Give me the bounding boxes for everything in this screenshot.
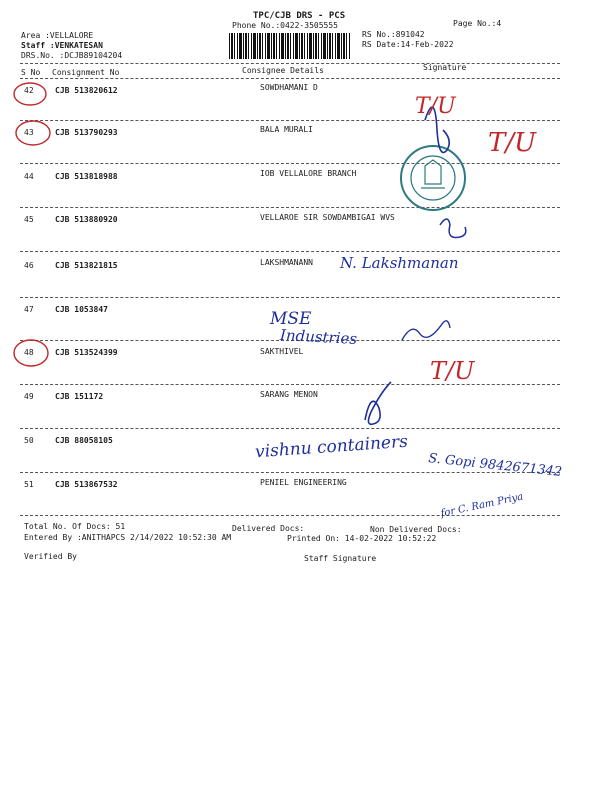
staff-label: Staff :VENKATESAN <box>21 41 103 50</box>
row-divider <box>20 297 560 298</box>
row-sno: 46 <box>24 261 34 270</box>
row-divider <box>20 384 560 385</box>
row-sno: 43 <box>24 128 34 137</box>
row-consignment: CJB 151172 <box>55 392 104 401</box>
row-consignment: CJB 513821815 <box>55 261 118 270</box>
row-sno: 42 <box>24 86 34 95</box>
entered-by: Entered By :ANITHAPCS 2/14/2022 10:52:30 AM <box>24 533 232 542</box>
row-consignee: SOWDHAMANI D <box>260 83 318 92</box>
header-divider-bottom <box>20 78 560 79</box>
col-header-signature: Signature <box>423 63 467 72</box>
handwritten-tu-43: T/U <box>488 128 537 158</box>
row-sno: 45 <box>24 215 34 224</box>
handwritten-vishnu-containers: vishnu containers <box>254 431 409 463</box>
row-sno: 44 <box>24 172 34 181</box>
row-consignee: PENIEL ENGINEERING <box>260 478 347 487</box>
row-consignee: IOB VELLALORE BRANCH <box>260 169 357 178</box>
row-sno: 47 <box>24 305 34 314</box>
row-divider <box>20 120 560 121</box>
row-consignment: CJB 513818988 <box>55 172 118 181</box>
row-divider <box>20 428 560 429</box>
row-sno: 48 <box>24 348 34 357</box>
row-consignment: CJB 513880920 <box>55 215 118 224</box>
row-consignment: CJB 513524399 <box>55 348 118 357</box>
row-divider <box>20 472 560 473</box>
col-header-sno: S No <box>21 68 41 77</box>
non-delivered-docs: Non Delivered Docs: <box>370 525 462 534</box>
signature-scribble-48 <box>402 321 450 340</box>
handwritten-lakshmanan: N. Lakshmanan <box>340 254 459 272</box>
row-sno: 51 <box>24 480 34 489</box>
row-consignment: CJB 513820612 <box>55 86 118 95</box>
staff-signature: Staff Signature <box>304 554 377 563</box>
handwritten-mse: MSE <box>270 309 312 329</box>
col-header-consignment: Consignment No <box>52 68 120 77</box>
handwritten-tu-48: T/U <box>430 357 475 385</box>
signature-scribble-45 <box>440 219 466 238</box>
delivered-docs: Delivered Docs: <box>232 524 305 533</box>
row-consignment: CJB 88058105 <box>55 436 113 445</box>
row-divider <box>20 515 560 516</box>
row-consignee: SARANG MENON <box>260 390 318 399</box>
handwritten-industries: Industries <box>279 325 358 349</box>
rs-date: RS Date:14-Feb-2022 <box>362 40 454 49</box>
row-consignment: CJB 513790293 <box>55 128 118 137</box>
row-sno: 50 <box>24 436 34 445</box>
handwritten-phone-note: S. Gopi 9842671342 <box>427 451 563 480</box>
row-divider <box>20 207 560 208</box>
row-divider <box>20 163 560 164</box>
rs-number: RS No.:891042 <box>362 30 425 39</box>
barcode <box>229 33 351 59</box>
row-consignee: BALA MURALI <box>260 125 313 134</box>
col-header-consignee: Consignee Details <box>242 66 324 75</box>
printed-on: Printed On: 14-02-2022 10:52:22 <box>287 534 437 543</box>
row-sno: 49 <box>24 392 34 401</box>
row-consignee: VELLAROE SIR SOWDAMBIGAI WVS <box>260 213 395 222</box>
verified-by: Verified By <box>24 552 77 561</box>
page-number: Page No.:4 <box>453 19 502 28</box>
area-label: Area :VELLALORE <box>21 31 94 40</box>
handwritten-rampriya: for C. Ram Priya <box>439 491 525 520</box>
row-consignment: CJB 1053847 <box>55 305 108 314</box>
row-consignee: SAKTHIVEL <box>260 347 304 356</box>
phone-number: Phone No.:0422-3505555 <box>232 21 338 30</box>
handwritten-tu-42: T/U <box>415 94 456 119</box>
row-consignment: CJB 513867532 <box>55 480 118 489</box>
bank-stamp <box>401 146 465 210</box>
row-divider <box>20 251 560 252</box>
row-consignee: LAKSHMANANN <box>260 258 313 267</box>
total-docs: Total No. Of Docs: 51 <box>24 522 126 531</box>
doc-title: TPC/CJB DRS - PCS <box>253 11 346 21</box>
drs-number: DRS.No. :DCJB89104204 <box>21 51 123 60</box>
signature-scribble-49 <box>365 382 391 424</box>
header-divider-top <box>20 63 560 64</box>
